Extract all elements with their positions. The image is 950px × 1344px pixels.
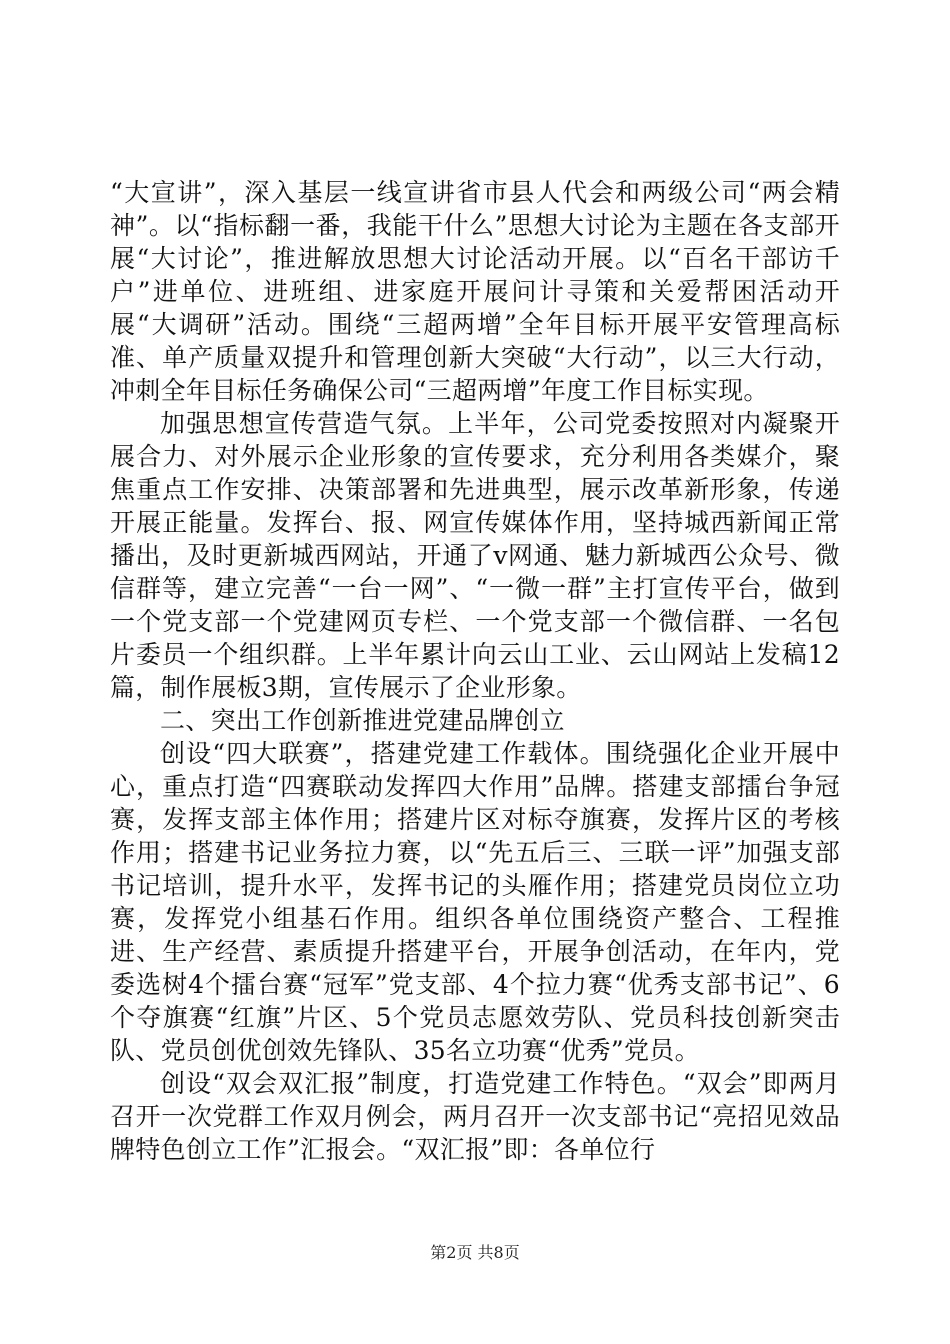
page-number-footer: 第2页 共8页 (430, 1243, 520, 1262)
document-body (110, 176, 840, 1166)
paragraph-4: 创设“双会双汇报”制度，打造党建工作特色。“双会”即两月召开一次党群工作双月例会，两月召开一次支部书记“亮招见效品牌特色创立工作”汇报会。“双汇报”即：各单位行 (110, 1069, 840, 1164)
section-heading: 二、突出工作创新推进党建品牌创立 (160, 706, 565, 735)
paragraph-1: “大宣讲”，深入基层一线宣讲省市县人代会和两级公司“两会精神”。以“指标翻一番，我能干什么”思想大讨论为主题在各支部开展“大讨论”，推进解放思想大讨论活动开展。以“百名干部访千户”进单位、进班组、进家庭开展问计寻策和关爱帮困活动开展“大调研”活动。围绕“三超两增”全年目标开展平安管理高标准、单产质量双提升和管理创新大突破“大行动”，以三大行动，冲刺全年目标任务确保公司“三超两增”年度工作目标实现。 (110, 178, 840, 405)
paragraph-2: 加强思想宣传营造气氛。上半年，公司党委按照对内凝聚开展合力、对外展示企业形象的宣传要求，充分利用各类媒介，聚焦重点工作安排、决策部署和先进典型，展示改革新形象，传递开展正能量。发挥台、报、网宣传媒体作用，坚持城西新闻正常播出，及时更新城西网站，开通了v网通、魅力新城西公众号、微信群等，建立完善“一台一网”、“一微一群”主打宣传平台，做到一个党支部一个党建网页专栏、一个党支部一个微信群、一名包片委员一个组织群。上半年累计向云山工业、云山网站上发稿12篇，制作展板3期，宣传展示了企业形象。 (110, 409, 840, 702)
paragraph-3: 创设“四大联赛”，搭建党建工作载体。围绕强化企业开展中心，重点打造“四赛联动发挥四大作用”品牌。搭建支部擂台争冠赛，发挥支部主体作用；搭建片区对标夺旗赛，发挥片区的考核作用；搭建书记业务拉力赛，以“先五后三、三联一评”加强支部书记培训，提升水平，发挥书记的头雁作用；搭建党员岗位立功赛，发挥党小组基石作用。组织各单位围绕资产整合、工程推进、生产经营、素质提升搭建平台，开展争创活动，在年内，党委选树4个擂台赛“冠军”党支部、4个拉力赛“优秀支部书记”、6个夺旗赛“红旗”片区、5个党员志愿效劳队、党员科技创新突击队、党员创优创效先锋队、35名立功赛“优秀”党员。 (110, 739, 840, 1065)
